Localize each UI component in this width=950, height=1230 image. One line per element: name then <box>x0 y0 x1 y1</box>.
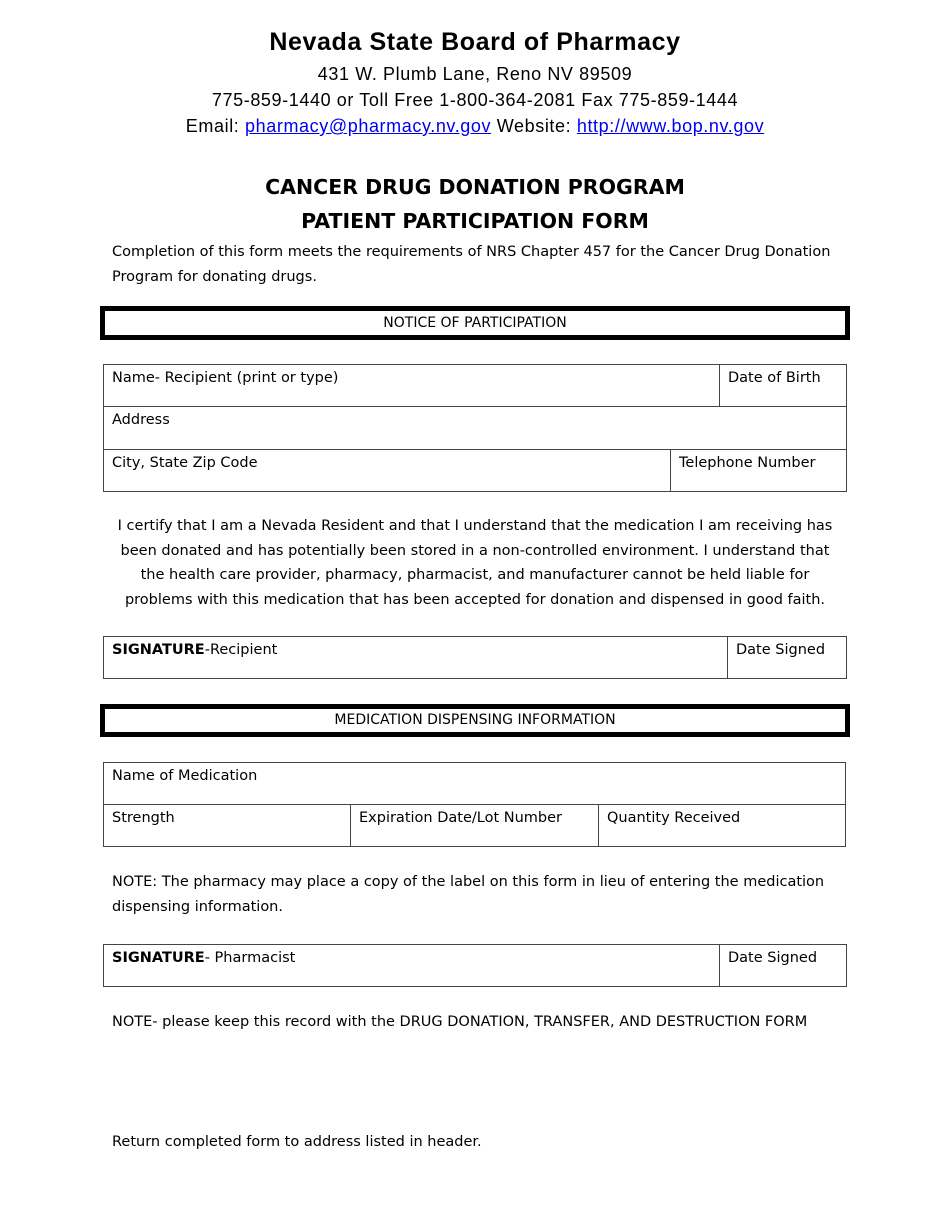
expiration-lot-field[interactable] <box>350 804 599 847</box>
recipient-date-signed-field[interactable] <box>727 636 847 679</box>
label-copy-note: NOTE: The pharmacy may place a copy of the label on this form in lieu of entering the medication dispensing information. <box>112 874 825 915</box>
org-contact-line <box>0 116 950 137</box>
medication-name-field[interactable] <box>103 762 846 805</box>
recipient-name-field[interactable] <box>103 364 720 407</box>
org-name: Nevada State Board of Pharmacy <box>269 28 681 56</box>
org-phone-line: 775-859-1440 or Toll Free 1-800-364-2081 Fax 775-859-1444 <box>211 90 739 110</box>
website-link[interactable]: http://www.bop.nv.gov <box>576 116 765 136</box>
pharmacist-signature-bold: SIGNATURE <box>112 950 205 966</box>
notice-banner: NOTICE OF PARTICIPATION <box>100 306 850 340</box>
org-address: 431 W. Plumb Lane, Reno NV 89509 <box>317 64 633 84</box>
pharmacist-signature-label <box>112 950 295 966</box>
recipient-date-signed-label: Date Signed <box>736 642 826 658</box>
recipient-name-label: Name- Recipient (print or type) <box>112 370 339 386</box>
website-label: Website: <box>496 116 572 136</box>
email-link[interactable]: pharmacy@pharmacy.nv.gov <box>245 116 492 136</box>
address-label: Address <box>112 412 170 428</box>
dispensing-banner: MEDICATION DISPENSING INFORMATION <box>100 704 850 737</box>
email-label: Email: <box>185 116 240 136</box>
telephone-field[interactable] <box>670 449 847 492</box>
strength-field[interactable] <box>103 804 351 847</box>
medication-name-label: Name of Medication <box>112 768 258 784</box>
city-state-zip-field[interactable] <box>103 449 671 492</box>
strength-label: Strength <box>112 810 175 826</box>
keep-record-note: NOTE- please keep this record with the DRUG DONATION, TRANSFER, AND DESTRUCTION FORM <box>112 1014 808 1030</box>
pharmacist-signature-field[interactable] <box>103 944 720 987</box>
expiration-lot-label: Expiration Date/Lot Number <box>359 810 562 826</box>
signature-bold: SIGNATURE <box>112 642 205 658</box>
signature-role: -Recipient <box>204 642 278 658</box>
form-title-program: CANCER DRUG DONATION PROGRAM <box>265 175 685 199</box>
city-state-zip-label: City, State Zip Code <box>112 455 258 471</box>
quantity-received-label: Quantity Received <box>607 810 741 826</box>
pharmacist-signature-role: - Pharmacist <box>204 950 296 966</box>
date-of-birth-label: Date of Birth <box>728 370 821 386</box>
form-title-form: PATIENT PARTICIPATION FORM <box>301 209 649 233</box>
date-of-birth-field[interactable] <box>719 364 847 407</box>
address-field[interactable] <box>103 406 847 450</box>
recipient-signature-field[interactable] <box>103 636 728 679</box>
pharmacist-date-signed-label: Date Signed <box>728 950 818 966</box>
recipient-signature-label <box>112 642 277 658</box>
quantity-received-field[interactable] <box>598 804 846 847</box>
intro-paragraph: Completion of this form meets the requirements of NRS Chapter 457 for the Cancer Drug Donation Program for donating drugs. <box>112 244 831 285</box>
pharmacist-date-signed-field[interactable] <box>719 944 847 987</box>
telephone-label: Telephone Number <box>679 455 816 471</box>
return-form-note: Return completed form to address listed in header. <box>112 1134 482 1150</box>
certification-paragraph: I certify that I am a Nevada Resident and that I understand that the medication I am receiving has been donated and has potentially been stored in a non-controlled environment. I understand that the health care provider, pharmacy, pharmacist, and manufacturer cannot be held liable for problems with this medication that has been accepted for donation and dispensed in good faith. <box>117 518 833 608</box>
